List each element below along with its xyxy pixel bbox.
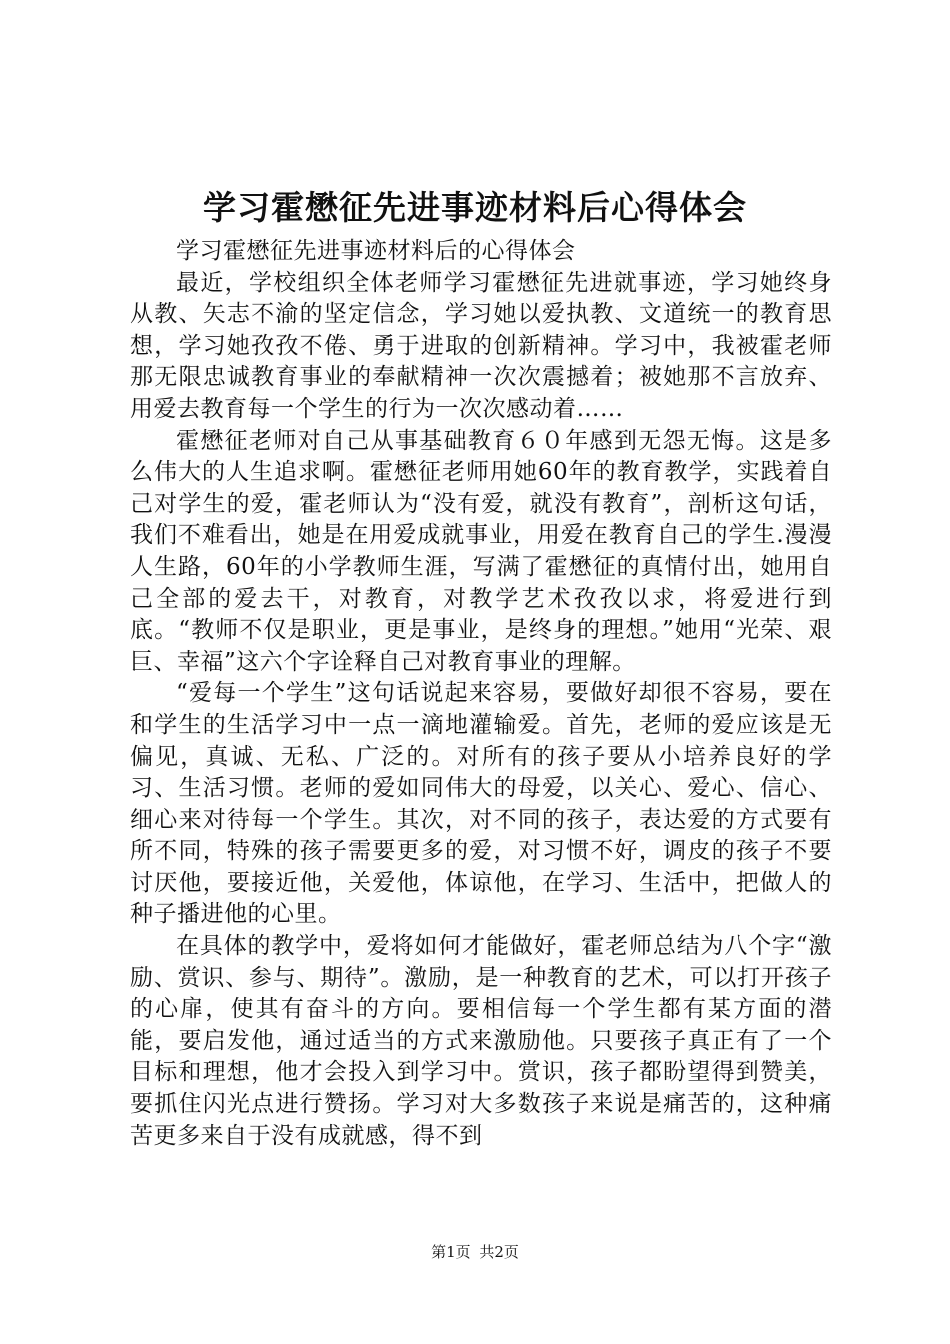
document-subtitle: 学习霍懋征先进事迹材料后的心得体会 xyxy=(176,238,576,264)
paragraph-3: “爱每一个学生”这句话说起来容易，要做好却很不容易，要在和学生的生活学习中一点一滴地灌输爱。首先，老师的爱应该是无偏见，真诚、无私、广泛的。对所有的孩子要从小培养良好的学习、生活习惯。老师的爱如同伟大的母爱，以关心、爱心、信心、细心来对待每一个学生。其次，对不同的孩子，表达爱的方式要有所不同，特殊的孩子需要更多的爱，对习惯不好，调皮的孩子不要讨厌他，要接近他，关爱他，体谅他，在学习、生活中，把做人的种子播进他的心里。 xyxy=(130,680,832,928)
page-footer xyxy=(0,1242,950,1262)
page-number: 第1页 xyxy=(431,1243,471,1261)
paragraph-2: 霍懋征老师对自己从事基础教育６０年感到无怨无悔。这是多么伟大的人生追求啊。霍懋征老师用她60年的教育教学，实践着自己对学生的爱，霍老师认为“没有爱，就没有教育”，剖析这句话，我们不难看出，她是在用爱成就事业，用爱在教育自己的学生.漫漫人生路，60年的小学教师生涯，写满了霍懋征的真情付出，她用自己全部的爱去干，对教育，对教学艺术孜孜以求，将爱进行到底。“教师不仅是职业，更是事业，是终身的理想。”她用“光荣、艰巨、幸福”这六个字诠释自己对教育事业的理解。 xyxy=(130,427,832,675)
page-total: 共2页 xyxy=(479,1243,519,1261)
document-title: 学习霍懋征先进事迹材料后心得体会 xyxy=(203,188,747,227)
paragraph-4: 在具体的教学中，爱将如何才能做好，霍老师总结为八个字“激励、赏识、参与、期待”。激励，是一种教育的艺术，可以打开孩子的心扉，使其有奋斗的方向。要相信每一个学生都有某方面的潜能，要启发他，通过适当的方式来激励他。只要孩子真正有了一个目标和理想，他才会投入到学习中。赏识，孩子都盼望得到赞美，要抓住闪光点进行赞扬。学习对大多数孩子来说是痛苦的，这种痛苦更多来自于没有成就感，得不到 xyxy=(130,933,832,1149)
document-body xyxy=(130,236,832,1152)
paragraph-1: 最近，学校组织全体老师学习霍懋征先进就事迹，学习她终身从教、矢志不渝的坚定信念，学习她以爱执教、文道统一的教育思想，学习她孜孜不倦、勇于进取的创新精神。学习中，我被霍老师那无限忠诚教育事业的奉献精神一次次震撼着；被她那不言放弃、用爱去教育每一个学生的行为一次次感动着…… xyxy=(130,269,832,422)
